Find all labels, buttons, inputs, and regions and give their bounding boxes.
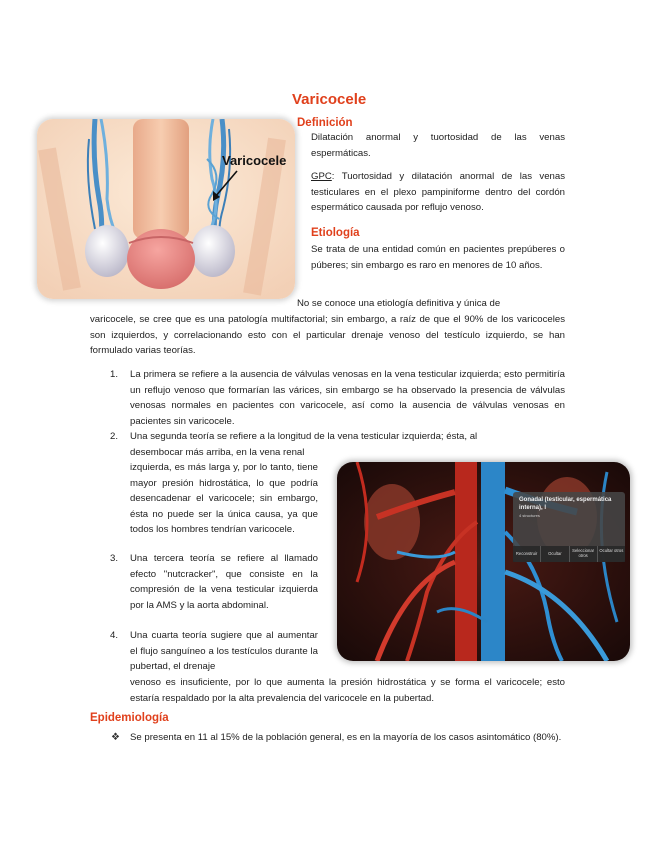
etiologia-paragraph-2-start: No se conoce una etiología definitiva y única de (297, 298, 501, 309)
list-item-4-line-b: venoso es insuficiente, por lo que aumenta la presión hidrostática y se forma el varicocele; esto estaría respaldado por la alta prevalencia del varicocele en la pubertad. (130, 677, 565, 704)
list-item-2-line-a: Una segunda teoría se refiere a la longitud de la vena testicular izquierda; ésta, al (130, 431, 478, 442)
page-title: Varicocele (292, 91, 367, 108)
popup-button-2[interactable]: Ocultar (541, 546, 569, 562)
varicocele-drawing (37, 119, 295, 299)
popup-title: Gonadal (testicular, espermática interna), l (519, 497, 612, 511)
list-item-2-line-b: desembocar más arriba, en la vena renal (130, 447, 305, 458)
etiologia-paragraph-2-rest: varicocele, se cree que es una patología multifactorial; sin embargo, a raíz de que el 90% de los varicoceles son izquierdos, y correlacionando esto con el particular drenaje venoso del testículo izquierdo, se han formulado varias teorías. (90, 314, 565, 357)
vascular-anatomy-image (337, 462, 630, 661)
list-item-3: Una tercera teoría se refiere al llamado efecto "nutcracker", que consiste en la compresión de la vena testicular izquierda por la AMS y la aorta abdominal. (130, 553, 318, 611)
gpc-label: GPC (311, 171, 332, 182)
list-number-4: 4. (110, 630, 119, 641)
popup-button-1[interactable]: Reconstruir (513, 546, 541, 562)
varicocele-label: Varicocele (222, 153, 287, 168)
varicocele-illustration (37, 119, 295, 299)
list-number-1: 1. (110, 369, 119, 380)
list-item-4-line-a: Una cuarta teoría sugiere que al aumentar el flujo sanguíneo a los testículos durante la pubertad, el drenaje (130, 630, 318, 673)
definicion-paragraph-2 (311, 169, 565, 216)
popup-subtitle: 4 structures (519, 513, 540, 518)
popup-button-4[interactable]: Ocultar otros (599, 548, 624, 553)
structure-popup (513, 492, 625, 562)
epidemiologia-heading: Epidemiología (90, 712, 169, 724)
epidemiologia-text: Se presenta en 11 al 15% de la población general, es en la mayoría de los casos asintomático (80%). (130, 732, 562, 743)
etiologia-heading: Etiología (311, 227, 360, 239)
list-item-2-rest: izquierda, es más larga y, por lo tanto, tiene mayor presión hidrostática, lo que podría desencadenar el varicocele; sin embargo, ésta no puede ser la única causa, ya que todos los hombres tendrían varicocele. (130, 462, 318, 536)
definicion-paragraph-1: Dilatación anormal y tuortosidad de las venas espermáticas. (311, 132, 565, 159)
definicion-heading: Definición (297, 117, 353, 129)
list-number-2: 2. (110, 431, 119, 442)
list-number-3: 3. (110, 553, 119, 564)
popup-button-3[interactable]: Seleccionar otros (570, 546, 598, 562)
gpc-text: : Tuortosidad y dilatación anormal de las venas testiculares en el plexo pampiniforme dentro del cordón espermático causada por reflujo venoso. (311, 171, 565, 214)
etiologia-paragraph-1: Se trata de una entidad común en pacientes prepúberes o púberes; sin embargo es raro en menores de 10 años. (311, 244, 565, 271)
list-item-1: La primera se refiere a la ausencia de válvulas venosas en la vena testicular izquierda; esto permitiría un reflujo venoso que formarían las várices, sin embargo se ha observado la presencia de válvulas venosas normales en pacientes con varicocele, así como la ausencia de válvulas venosas en pacientes sin varicocele. (130, 369, 565, 427)
diamond-bullet-icon: ❖ (111, 732, 120, 743)
